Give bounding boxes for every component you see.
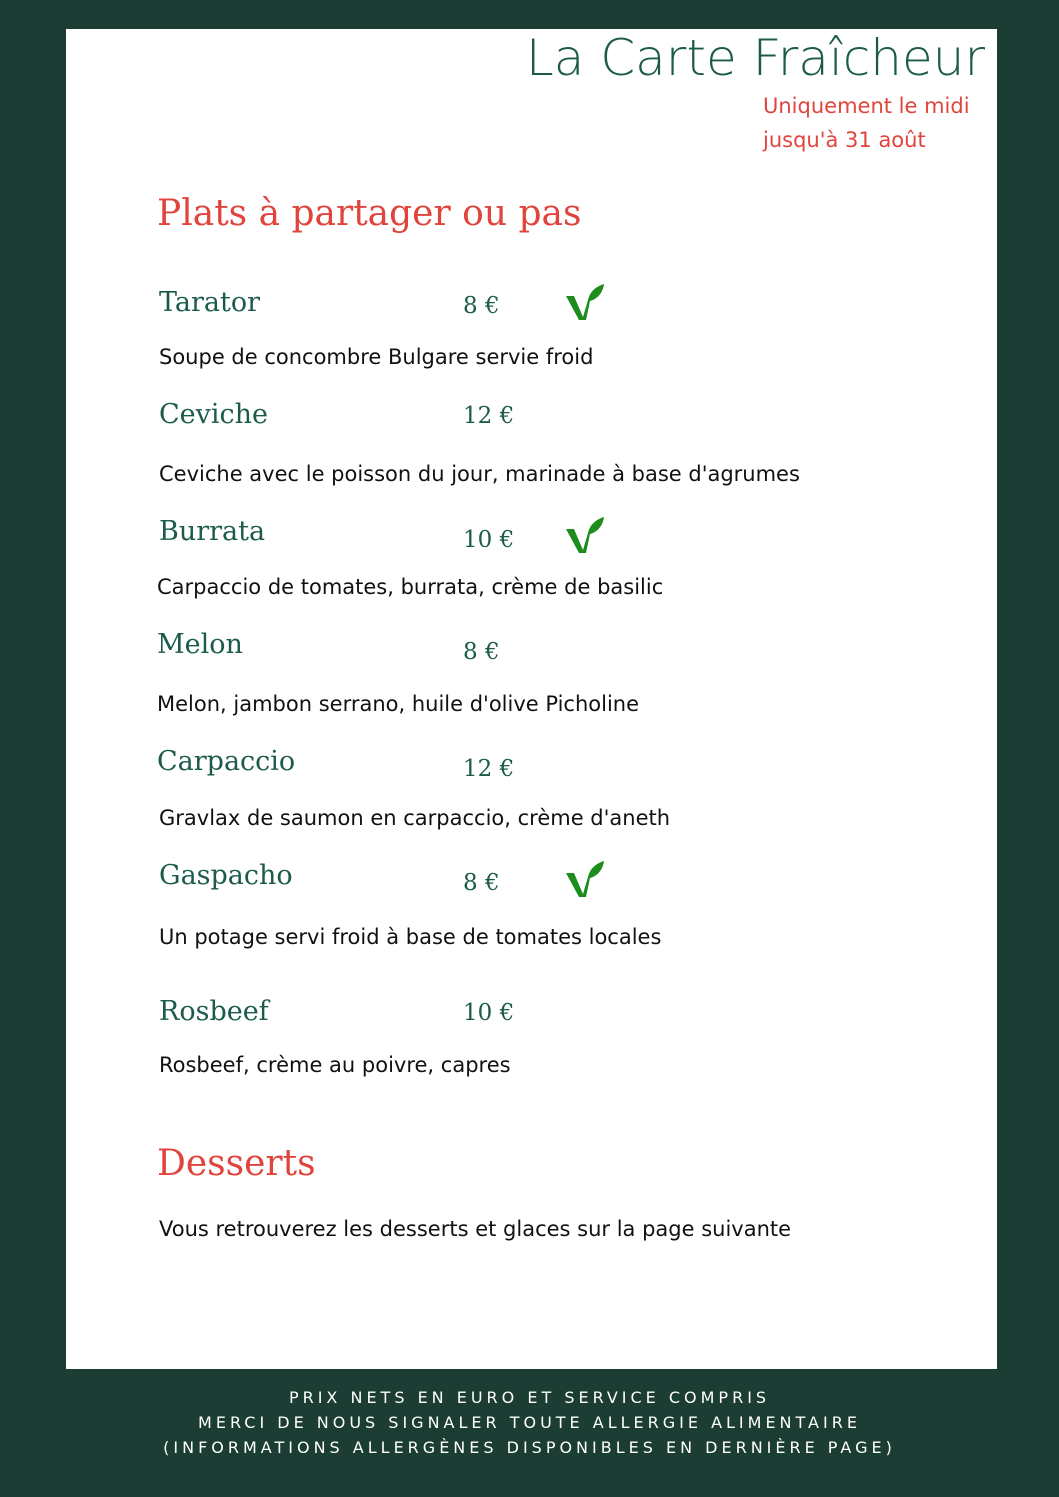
- item-price: 12 €: [463, 756, 515, 782]
- item-name: Carpaccio: [157, 746, 296, 777]
- item-name: Rosbeef: [159, 996, 269, 1027]
- vegetarian-v-icon: [564, 282, 606, 324]
- footer-line-2: MERCI DE NOUS SIGNALER TOUTE ALLERGIE ALIMENTAIRE: [198, 1413, 861, 1432]
- item-name: Tarator: [159, 287, 261, 318]
- item-name: Ceviche: [159, 399, 269, 430]
- item-description: Melon, jambon serrano, huile d'olive Picholine: [157, 692, 640, 716]
- subtitle-line-1: Uniquement le midi: [763, 94, 970, 118]
- item-description: Gravlax de saumon en carpaccio, crème d'aneth: [159, 806, 671, 830]
- item-name: Burrata: [159, 516, 266, 547]
- vegetarian-v-icon: [564, 515, 606, 557]
- item-price: 8 €: [463, 870, 500, 896]
- item-description: Ceviche avec le poisson du jour, marinade à base d'agrumes: [159, 462, 800, 486]
- item-description: Soupe de concombre Bulgare servie froid: [159, 345, 594, 369]
- item-price: 10 €: [463, 527, 515, 553]
- item-description: Un potage servi froid à base de tomates locales: [159, 925, 662, 949]
- menu-page: [66, 29, 997, 1369]
- vegetarian-v-icon: [564, 859, 606, 901]
- item-name: Melon: [157, 629, 243, 660]
- item-price: 10 €: [463, 1000, 515, 1026]
- footer-line-3: (INFORMATIONS ALLERGÈNES DISPONIBLES EN DERNIÈRE PAGE): [163, 1438, 896, 1457]
- page-title: La Carte Fraîcheur: [525, 29, 985, 87]
- footer-notice: [0, 1385, 1059, 1460]
- item-name: Gaspacho: [159, 860, 293, 891]
- desserts-note: Vous retrouverez les desserts et glaces sur la page suivante: [159, 1217, 792, 1241]
- lunch-availability-note: [763, 89, 993, 157]
- item-price: 12 €: [463, 403, 515, 429]
- item-description: Carpaccio de tomates, burrata, crème de basilic: [157, 575, 664, 599]
- subtitle-line-2: jusqu'à 31 août: [763, 128, 926, 152]
- footer-line-1: PRIX NETS EN EURO ET SERVICE COMPRIS: [288, 1388, 771, 1407]
- section-title-plats: Plats à partager ou pas: [157, 193, 582, 234]
- item-description: Rosbeef, crème au poivre, capres: [159, 1053, 511, 1077]
- section-title-desserts: Desserts: [157, 1143, 316, 1184]
- item-price: 8 €: [463, 293, 500, 319]
- item-price: 8 €: [463, 639, 500, 665]
